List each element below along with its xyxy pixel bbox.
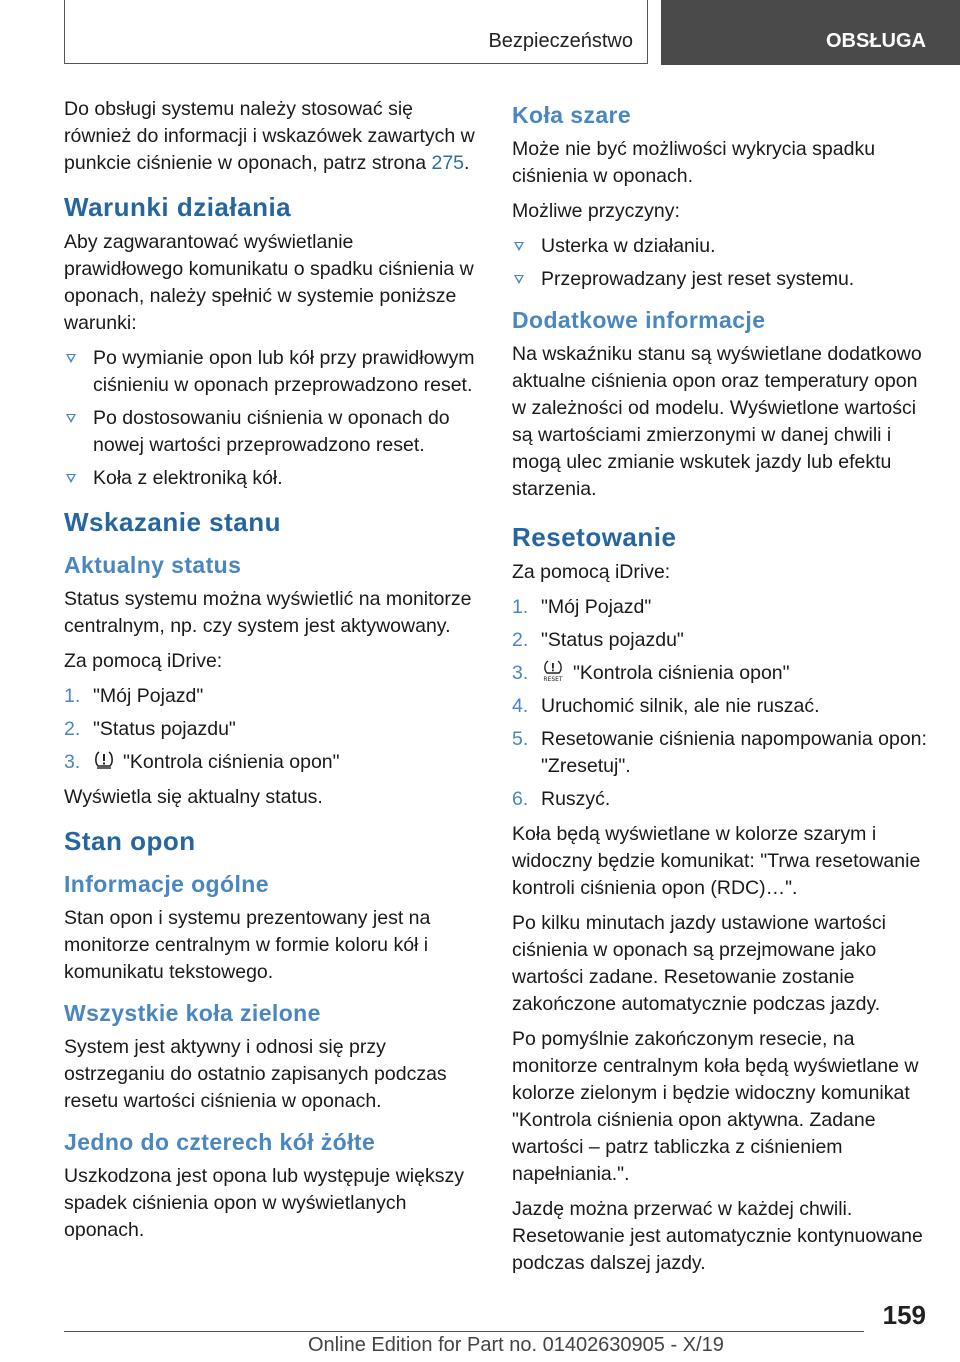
section-box (64, 0, 648, 64)
list-item: 2. "Status pojazdu" (64, 718, 236, 740)
status-text: Status systemu można wyświetlić na monitorze centralnym, np. czy system jest aktywowany. (64, 588, 472, 637)
heading-current-status: Aktualny status (64, 552, 242, 578)
list-item: 3. RESET "Kontrola ciśnienia opon" (512, 660, 930, 687)
conditions-text: Aby zagwarantować wyświetlanie prawidłowego komunikatu o spadku ciśnienia w oponach, należy spełnić w systemie poniższe warunki: (64, 231, 474, 334)
list-item: 1. "Mój Pojazd" (64, 685, 204, 707)
heading-grey: Koła szare (512, 102, 632, 128)
triangle-bullet-icon (66, 414, 76, 423)
list-item: 6. Ruszyć. (512, 788, 611, 810)
reset-paragraph-1: Koła będą wyświetlane w kolorze szarym i widoczny będzie komunikat: "Trwa resetowanie kontroli ciśnienia opon (RDC)…". (512, 823, 921, 899)
general-text: Stan opon i systemu prezentowany jest na monitorze centralnym w formie koloru kół i komunikatu tekstowego. (64, 907, 431, 983)
heading-conditions: Warunki działania (64, 192, 292, 222)
edition-footer: Online Edition for Part no. 01402630905 - X/19 (308, 1334, 724, 1356)
reset-paragraph-4: Jazdę można przerwać w każdej chwili. Resetowanie jest automatycznie kontynuowane podczas dalszej jazdy. (512, 1198, 923, 1274)
tire-pressure-warning-icon (93, 750, 115, 770)
triangle-bullet-icon (66, 474, 76, 483)
causes-label: Możliwe przyczyny: (512, 200, 680, 222)
additional-text: Na wskaźniku stanu są wyświetlane dodatkowo aktualne ciśnienia opon oraz temperatury opon w zależności od modelu. Wyświetlone wartości są wartościami zmierzonymi w danej chwili i mogą ulec zmianie wskutek jazdy lub efektu starzenia. (512, 343, 922, 500)
page-number: 159 (882, 1300, 926, 1330)
heading-general: Informacje ogólne (64, 871, 269, 897)
list-item: 2. "Status pojazdu" (512, 629, 684, 651)
list-item: Po dostosowaniu ciśnienia w oponach do nowej wartości przeprowadzono reset. (64, 405, 478, 459)
footer-divider (64, 1331, 864, 1332)
reset-steps (512, 594, 930, 813)
reset-paragraph-2: Po kilku minutach jazdy ustawione wartości ciśnienia w oponach są przejmowane jako wartości zadane. Resetowanie zostanie zakończone automatycznie podczas jazdy. (512, 912, 886, 1015)
left-column (64, 96, 478, 1252)
idrive-text: Za pomocą iDrive: (512, 561, 671, 583)
list-item: Koła z elektroniką kół. (64, 465, 478, 492)
grey-text: Może nie być możliwości wykrycia spadku ciśnienia w oponach. (512, 138, 876, 187)
list-item: 3. "Kontrola ciśnienia opon" (64, 751, 340, 773)
heading-status-display: Wskazanie stanu (64, 507, 282, 537)
page-header (0, 0, 960, 66)
heading-reset: Resetowanie (512, 522, 677, 552)
heading-tire-state: Stan opon (64, 826, 196, 856)
green-text: System jest aktywny i odnosi się przy ostrzeganiu do ostatnio zapisanych podczas resetu wartości ciśnienia w oponach. (64, 1036, 447, 1112)
causes-list (512, 233, 930, 293)
reset-paragraph-3: Po pomyślnie zakończonym resecie, na monitorze centralnym koła będą wyświetlane w kolorze zielonym i będzie widoczny komunikat "Kontrola ciśnienia opon aktywna. Zadane wartości – patrz tabliczka z ciśnieniem napełniania.". (512, 1028, 919, 1185)
heading-additional: Dodatkowe informacje (512, 307, 766, 333)
conditions-list (64, 345, 478, 492)
section-title: Bezpieczeństwo (488, 30, 633, 52)
heading-all-green: Wszystkie koła zielone (64, 1000, 321, 1026)
page-reference-link[interactable]: 275 (431, 152, 465, 174)
list-item: 1. "Mój Pojazd" (512, 596, 652, 618)
intro-paragraph: Do obsługi systemu należy stosować się również do informacji i wskazówek zawartych w punkcie ciśnienie w oponach, patrz strona 275. (64, 98, 475, 174)
heading-yellow: Jedno do czterech kół żółte (64, 1129, 376, 1155)
chapter-tab-label: OBSŁUGA (826, 30, 926, 52)
svg-text:RESET: RESET (543, 675, 563, 682)
list-item: Po wymianie opon lub kół przy prawidłowym ciśnieniu w oponach przeprowadzono reset. (64, 345, 478, 399)
list-item: 5. Resetowanie ciśnienia napompowania opon: "Zresetuj". (512, 728, 927, 777)
triangle-bullet-icon (514, 275, 524, 284)
list-item: Przeprowadzany jest reset systemu. (512, 266, 930, 293)
idrive-text: Za pomocą iDrive: (64, 650, 223, 672)
triangle-bullet-icon (514, 242, 524, 251)
status-steps (64, 683, 478, 776)
yellow-text: Uszkodzona jest opona lub występuje większy spadek ciśnienia opon w wyświetlanych oponach. (64, 1165, 464, 1241)
tire-pressure-reset-icon (541, 660, 565, 682)
triangle-bullet-icon (66, 354, 76, 363)
right-column (512, 90, 930, 1285)
list-item: 4. Uruchomić silnik, ale nie ruszać. (512, 695, 820, 717)
status-shown-text: Wyświetla się aktualny status. (64, 786, 323, 808)
chapter-tab[interactable] (661, 0, 960, 65)
list-item: Usterka w działaniu. (512, 233, 930, 260)
